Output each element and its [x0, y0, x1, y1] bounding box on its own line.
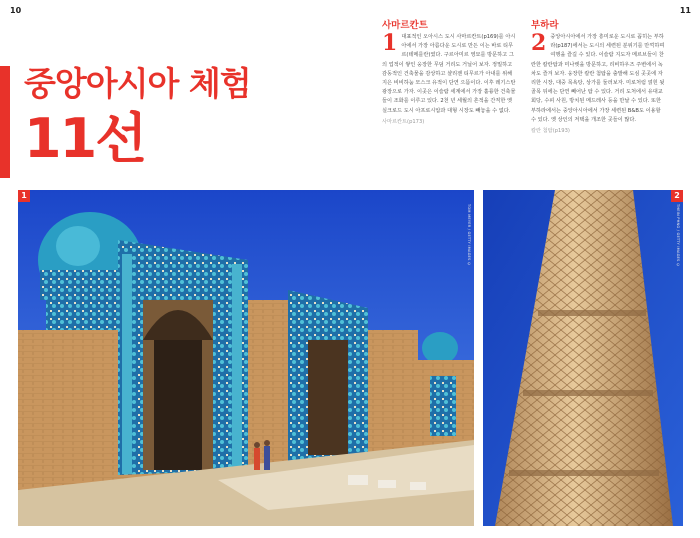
entry-text: 대표적인 오아시스 도시 사마르칸트(p169)를 아시아에서 가장 아름다운 도시로 만든 이는 바로 티무르(테메를란)였다. 구르아미르 영묘를 방문하고 그의 업적이 쌓인 웅장한 무덤 거리도 거닐어 보자. 정밀하고 감동적인 건축물을 감상하고 샬리젠 티무르가 아내를 위해 지은 비비하눔 모스크 유적이 단연 으뜸이다. 이후 레기스탄 광장으로 가자. 이곳은 이슬람 세계에서 가장 훌륭한 건축물들이 조화를 이루고 있다. 2천 년 세월의 흔적을 간직한 옛 실크로드 도시 아프로시압과 대형 시장도 빼놓을 수 없다.	[382, 34, 516, 114]
right-page-number: 11	[679, 6, 691, 15]
left-page-number: 10	[10, 6, 22, 15]
photo-samarkand	[18, 190, 474, 526]
entry-heading: 사마르칸트	[382, 20, 428, 31]
entry-body	[382, 30, 518, 116]
feature-title: 중앙아시아 체험	[24, 64, 251, 103]
photo-bukhara	[483, 190, 683, 526]
entry-reference[interactable]: 사마르칸트(p173)	[382, 118, 425, 125]
entry-text: 중앙아시아에서 가장 흥미로운 도시로 꼽히는 부하라(p187)에서는 도시의 세련된 분위기를 만끽하며 여행을 즐길 수 있다. 이슬람 지도자 메르브들이 찬란한 칼란탑과 미나렛을 방문하고, 리비하우즈 주변에서 녹차도 즐겨 보자. 웅장한 칼란 첨탑을 출발해 도심 곳곳에 자리한 시장, 대중 목욕탕, 상가를 둘러보자. 미로처럼 얽힌 뒷골목 뒤에는 단연 빼어난 탑 수 있다. 거리 도처에서 유대교회당, 수피 사원, 방치된 메드레사 등을 만날 수 있다. 또한 부하라에서는 중앙아시아에서 가장 세련된 B&B도 이용할 수 있다. 옛 상인의 저택을 개조한 곳들이 많다.	[531, 34, 665, 123]
entry-heading: 부하라	[531, 20, 559, 31]
feature-count: 11선	[24, 107, 146, 170]
minaret-illustration	[483, 190, 683, 526]
photo-badge: 1	[18, 190, 30, 202]
entry-reference[interactable]: 칼란 첨탑(p193)	[531, 128, 570, 135]
red-tab-marker	[0, 66, 10, 178]
entry-body	[531, 30, 667, 125]
photo-badge: 2	[671, 190, 683, 202]
entry-number: 1	[382, 30, 398, 56]
entry-samarkand	[382, 17, 518, 125]
photo-credit: THEIN PHNG / GETTY IMAGES ©	[676, 204, 680, 268]
entry-bukhara	[531, 17, 667, 134]
necropolis-illustration	[18, 190, 474, 526]
photo-credit: TOM MEYER / GETTY IMAGES ©	[467, 204, 471, 267]
entry-number: 2	[531, 30, 547, 56]
